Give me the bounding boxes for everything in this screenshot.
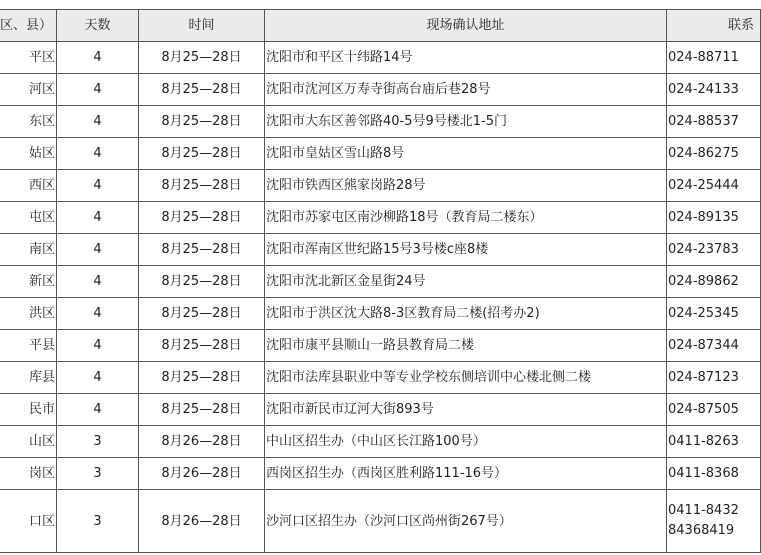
address-cell: 沙河口区招生办（沙河口区尚州街267号） [265, 490, 667, 553]
phone-cell: 024-88711 [667, 42, 761, 74]
district-cell: 民市 [0, 394, 57, 426]
header-contact: 联系 [667, 10, 761, 42]
days-cell: 4 [57, 138, 139, 170]
time-cell: 8月25—28日 [139, 298, 265, 330]
days-cell: 4 [57, 106, 139, 138]
time-cell: 8月25—28日 [139, 266, 265, 298]
days-cell: 4 [57, 170, 139, 202]
address-cell: 沈阳市沈北新区金星街24号 [265, 266, 667, 298]
district-cell: 平县 [0, 330, 57, 362]
district-cell: 库县 [0, 362, 57, 394]
time-cell: 8月25—28日 [139, 74, 265, 106]
time-cell: 8月25—28日 [139, 362, 265, 394]
table-row [0, 362, 761, 394]
days-cell: 4 [57, 202, 139, 234]
time-cell: 8月25—28日 [139, 202, 265, 234]
district-cell: 新区 [0, 266, 57, 298]
time-cell: 8月26—28日 [139, 426, 265, 458]
table-row [0, 458, 761, 490]
phone-cell: 0411-8263 [667, 426, 761, 458]
phone-cell: 024-87344 [667, 330, 761, 362]
address-cell: 中山区招生办（中山区长江路100号） [265, 426, 667, 458]
district-cell: 岗区 [0, 458, 57, 490]
district-cell: 屯区 [0, 202, 57, 234]
address-cell: 沈阳市新民市辽河大街893号 [265, 394, 667, 426]
days-cell: 3 [57, 490, 139, 553]
district-cell: 口区 [0, 490, 57, 553]
table-row [0, 330, 761, 362]
phone-cell: 024-87123 [667, 362, 761, 394]
days-cell: 4 [57, 394, 139, 426]
address-cell: 沈阳市于洪区沈大路8-3区教育局二楼(招考办2) [265, 298, 667, 330]
days-cell: 4 [57, 234, 139, 266]
time-cell: 8月25—28日 [139, 170, 265, 202]
table-row [0, 266, 761, 298]
address-cell: 沈阳市法库县职业中等专业学校东侧培训中心楼北侧二楼 [265, 362, 667, 394]
address-cell: 沈阳市铁西区熊家岗路28号 [265, 170, 667, 202]
table-row [0, 490, 761, 553]
days-cell: 4 [57, 362, 139, 394]
phone-cell: 024-25345 [667, 298, 761, 330]
address-cell: 沈阳市皇姑区雪山路8号 [265, 138, 667, 170]
header-days: 天数 [57, 10, 139, 42]
phone-line: 84368419 [668, 523, 735, 538]
phone-cell: 024-89862 [667, 266, 761, 298]
days-cell: 4 [57, 42, 139, 74]
header-time: 时间 [139, 10, 265, 42]
district-cell: 西区 [0, 170, 57, 202]
phone-cell: 024-88537 [667, 106, 761, 138]
confirmation-table [0, 9, 761, 553]
phone-cell [667, 490, 761, 553]
phone-cell: 024-23783 [667, 234, 761, 266]
phone-cell: 0411-8368 [667, 458, 761, 490]
address-cell: 沈阳市苏家屯区南沙柳路18号（教育局二楼东） [265, 202, 667, 234]
header-row [0, 10, 761, 42]
time-cell: 8月25—28日 [139, 234, 265, 266]
time-cell: 8月25—28日 [139, 330, 265, 362]
days-cell: 4 [57, 298, 139, 330]
phone-cell: 024-87505 [667, 394, 761, 426]
table-row [0, 426, 761, 458]
days-cell: 3 [57, 458, 139, 490]
time-cell: 8月25—28日 [139, 42, 265, 74]
district-cell: 山区 [0, 426, 57, 458]
phone-cell: 024-89135 [667, 202, 761, 234]
time-cell: 8月25—28日 [139, 106, 265, 138]
district-cell: 平区 [0, 42, 57, 74]
district-cell: 东区 [0, 106, 57, 138]
header-address: 现场确认地址 [265, 10, 667, 42]
district-cell: 河区 [0, 74, 57, 106]
table-row [0, 394, 761, 426]
phone-cell: 024-25444 [667, 170, 761, 202]
time-cell: 8月26—28日 [139, 458, 265, 490]
phone-line: 0411-8432 [668, 503, 739, 518]
district-cell: 南区 [0, 234, 57, 266]
table-row [0, 106, 761, 138]
header-district: 区、县） [0, 10, 57, 42]
address-cell: 沈阳市沈河区万寿寺街高台庙后巷28号 [265, 74, 667, 106]
days-cell: 4 [57, 266, 139, 298]
table-row [0, 170, 761, 202]
days-cell: 4 [57, 330, 139, 362]
address-cell: 沈阳市浑南区世纪路15号3号楼c座8楼 [265, 234, 667, 266]
time-cell: 8月25—28日 [139, 138, 265, 170]
phone-cell: 024-86275 [667, 138, 761, 170]
address-cell: 沈阳市康平县顺山一路县教育局二楼 [265, 330, 667, 362]
time-cell: 8月26—28日 [139, 490, 265, 553]
address-cell: 西岗区招生办（西岗区胜利路111-16号） [265, 458, 667, 490]
district-cell: 洪区 [0, 298, 57, 330]
phone-cell: 024-24133 [667, 74, 761, 106]
table-row [0, 42, 761, 74]
address-cell: 沈阳市和平区十纬路14号 [265, 42, 667, 74]
table-row [0, 234, 761, 266]
table-row [0, 202, 761, 234]
table-row [0, 138, 761, 170]
table-row [0, 298, 761, 330]
days-cell: 3 [57, 426, 139, 458]
district-cell: 姑区 [0, 138, 57, 170]
days-cell: 4 [57, 74, 139, 106]
table-row [0, 74, 761, 106]
time-cell: 8月25—28日 [139, 394, 265, 426]
address-cell: 沈阳市大东区善邻路40-5号9号楼北1-5门 [265, 106, 667, 138]
